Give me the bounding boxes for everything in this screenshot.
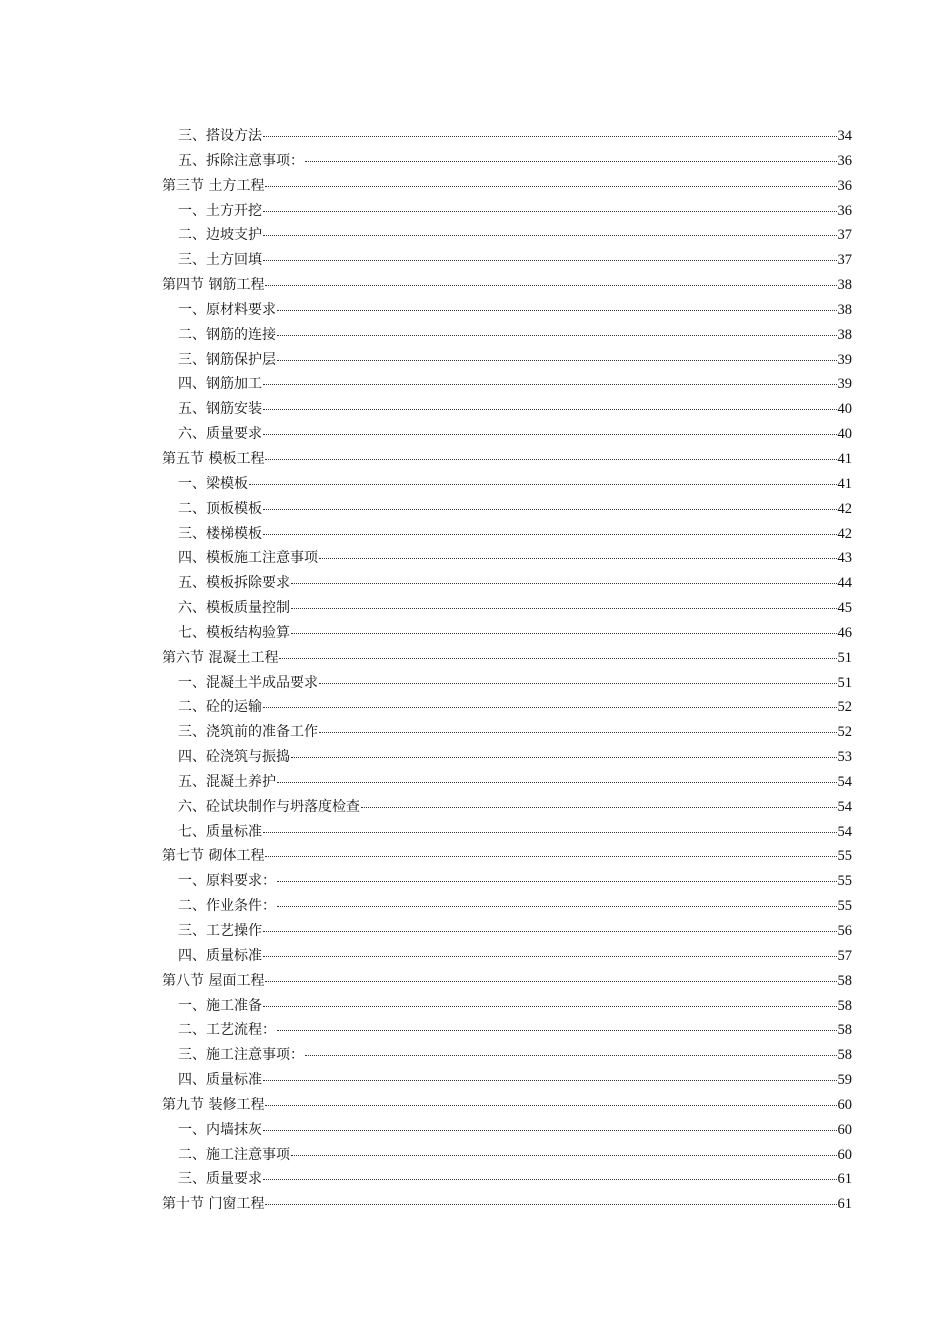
toc-page-number: 36: [837, 152, 852, 169]
toc-subsection-entry[interactable]: [162, 994, 852, 1019]
toc-page-number: 61: [837, 1171, 852, 1188]
toc-entry-title: 第八节 屋面工程: [162, 972, 265, 989]
toc-page-number: 52: [837, 724, 852, 741]
toc-entry-title: 三、浇筑前的准备工作: [178, 724, 318, 741]
toc-page-number: 58: [837, 1047, 852, 1064]
toc-subsection-entry[interactable]: [162, 199, 852, 224]
toc-page-number: 36: [837, 177, 852, 194]
dot-leader: [277, 906, 837, 907]
dot-leader: [319, 683, 837, 684]
toc-entry-title: 四、质量标准: [178, 947, 262, 964]
toc-entry-title: 三、土方回填: [178, 252, 262, 269]
dot-leader: [263, 1179, 837, 1180]
toc-entry-title: 一、施工准备: [178, 997, 262, 1014]
toc-page-number: 38: [837, 301, 852, 318]
toc-entry-title: 二、钢筋的连接: [178, 326, 276, 343]
dot-leader: [305, 161, 837, 162]
toc-entry-title: 二、作业条件：: [178, 898, 276, 915]
toc-page-number: 37: [837, 227, 852, 244]
toc-subsection-entry[interactable]: [162, 869, 852, 894]
toc-page-number: 45: [837, 600, 852, 617]
toc-subsection-entry[interactable]: [162, 745, 852, 770]
toc-subsection-entry[interactable]: [162, 323, 852, 348]
toc-subsection-entry[interactable]: [162, 497, 852, 522]
toc-page-number: 54: [837, 773, 852, 790]
toc-entry-title: 一、原料要求：: [178, 873, 276, 890]
toc-subsection-entry[interactable]: [162, 1018, 852, 1043]
toc-entry-title: 四、模板施工注意事项: [178, 550, 318, 567]
toc-entry-title: 一、土方开挖: [178, 202, 262, 219]
toc-entry-title: 第九节 装修工程: [162, 1096, 265, 1113]
toc-entry-title: 二、砼的运输: [178, 699, 262, 716]
toc-entry-title: 四、砼浇筑与振捣: [178, 749, 290, 766]
dot-leader: [361, 807, 837, 808]
toc-page-number: 40: [837, 401, 852, 418]
toc-page-number: 41: [837, 475, 852, 492]
dot-leader: [319, 558, 837, 559]
toc-entry-title: 五、混凝土养护: [178, 773, 276, 790]
toc-subsection-entry[interactable]: [162, 1118, 852, 1143]
toc-page-number: 57: [837, 947, 852, 964]
dot-leader: [263, 832, 837, 833]
toc-subsection-entry[interactable]: [162, 596, 852, 621]
toc-entry-title: 五、拆除注意事项：: [178, 152, 304, 169]
toc-subsection-entry[interactable]: [162, 298, 852, 323]
toc-entry-title: 七、模板结构验算: [178, 624, 290, 641]
toc-subsection-entry[interactable]: [162, 1143, 852, 1168]
toc-page-number: 46: [837, 624, 852, 641]
toc-subsection-entry[interactable]: [162, 546, 852, 571]
toc-subsection-entry[interactable]: [162, 571, 852, 596]
toc-entry-title: 第五节 模板工程: [162, 450, 265, 467]
dot-leader: [277, 1030, 837, 1031]
toc-entry-title: 第十节 门窗工程: [162, 1196, 265, 1213]
toc-page-number: 42: [837, 525, 852, 542]
dot-leader: [279, 658, 836, 659]
toc-page-number: 36: [837, 202, 852, 219]
toc-page-number: 60: [837, 1146, 852, 1163]
toc-section-entry[interactable]: [162, 646, 852, 671]
dot-leader: [265, 1204, 836, 1205]
toc-entry-title: 三、施工注意事项：: [178, 1047, 304, 1064]
toc-page-number: 60: [837, 1121, 852, 1138]
dot-leader: [277, 310, 837, 311]
dot-leader: [265, 856, 836, 857]
dot-leader: [277, 360, 837, 361]
toc-subsection-entry[interactable]: [162, 621, 852, 646]
dot-leader: [319, 732, 837, 733]
toc-page-number: 38: [837, 277, 852, 294]
dot-leader: [277, 881, 837, 882]
dot-leader: [263, 931, 837, 932]
toc-page-number: 61: [837, 1196, 852, 1213]
toc-page-number: 51: [837, 674, 852, 691]
toc-entry-title: 三、钢筋保护层: [178, 351, 276, 368]
toc-page-number: 54: [837, 823, 852, 840]
toc-entry-title: 六、模板质量控制: [178, 600, 290, 617]
toc-subsection-entry[interactable]: [162, 894, 852, 919]
dot-leader: [263, 1080, 837, 1081]
toc-entry-title: 四、质量标准: [178, 1072, 262, 1089]
toc-section-entry[interactable]: [162, 273, 852, 298]
dot-leader: [291, 608, 837, 609]
toc-subsection-entry[interactable]: [162, 422, 852, 447]
toc-entry-title: 五、模板拆除要求: [178, 575, 290, 592]
dot-leader: [263, 136, 837, 137]
toc-page-number: 58: [837, 972, 852, 989]
toc-page-number: 55: [837, 873, 852, 890]
toc-entry-title: 二、施工注意事项: [178, 1146, 290, 1163]
toc-subsection-entry[interactable]: [162, 720, 852, 745]
toc-subsection-entry[interactable]: [162, 397, 852, 422]
toc-page-number: 53: [837, 749, 852, 766]
toc-subsection-entry[interactable]: [162, 372, 852, 397]
toc-entry-title: 一、混凝土半成品要求: [178, 674, 318, 691]
toc-subsection-entry[interactable]: [162, 919, 852, 944]
toc-entry-title: 三、质量要求: [178, 1171, 262, 1188]
dot-leader: [291, 633, 837, 634]
toc-page-number: 54: [837, 798, 852, 815]
toc-page-number: 38: [837, 326, 852, 343]
toc-page-number: 44: [837, 575, 852, 592]
dot-leader: [277, 335, 837, 336]
toc-subsection-entry[interactable]: [162, 944, 852, 969]
toc-section-entry[interactable]: [162, 1192, 852, 1217]
toc-entry-title: 第四节 钢筋工程: [162, 277, 265, 294]
toc-page-number: 34: [837, 128, 852, 144]
toc-entry-title: 二、边坡支护: [178, 227, 262, 244]
toc-entry-title: 一、内墙抹灰: [178, 1121, 262, 1138]
toc-entry-title: 一、梁模板: [178, 475, 248, 492]
toc-entry-title: 第三节 土方工程: [162, 177, 265, 194]
toc-section-entry[interactable]: [162, 447, 852, 472]
toc-subsection-entry[interactable]: [162, 348, 852, 373]
toc-entry-title: 一、原材料要求: [178, 301, 276, 318]
dot-leader: [263, 384, 837, 385]
toc-subsection-entry[interactable]: [162, 820, 852, 845]
dot-leader: [263, 534, 837, 535]
toc-subsection-entry[interactable]: [162, 795, 852, 820]
toc-entry-title: 三、搭设方法: [178, 128, 262, 144]
toc-subsection-entry[interactable]: [162, 223, 852, 248]
dot-leader: [291, 583, 837, 584]
toc-subsection-entry[interactable]: [162, 472, 852, 497]
toc-entry-title: 六、质量要求: [178, 426, 262, 443]
toc-subsection-entry[interactable]: [162, 1043, 852, 1068]
toc-page-number: 51: [837, 649, 852, 666]
toc-page-number: 42: [837, 500, 852, 517]
toc-entry-title: 五、钢筋安装: [178, 401, 262, 418]
dot-leader: [305, 1055, 837, 1056]
dot-leader: [277, 782, 837, 783]
dot-leader: [265, 186, 836, 187]
dot-leader: [263, 509, 837, 510]
dot-leader: [291, 1155, 837, 1156]
toc-entry-title: 二、工艺流程：: [178, 1022, 276, 1039]
dot-leader: [263, 1130, 837, 1131]
toc-page-number: 55: [837, 898, 852, 915]
toc-section-entry[interactable]: [162, 174, 852, 199]
toc-entry-title: 七、质量标准: [178, 823, 262, 840]
toc-page-number: 37: [837, 252, 852, 269]
dot-leader: [263, 409, 837, 410]
toc-page-number: 39: [837, 351, 852, 368]
toc-subsection-entry[interactable]: [162, 770, 852, 795]
toc-subsection-entry[interactable]: [162, 1167, 852, 1192]
toc-page-number: 56: [837, 923, 852, 939]
toc-subsection-entry[interactable]: [162, 1068, 852, 1093]
toc-page-number: 40: [837, 426, 852, 443]
toc-section-entry[interactable]: [162, 969, 852, 994]
toc-page-number: 58: [837, 997, 852, 1014]
toc-entry-title: 六、砼试块制作与坍落度检查: [178, 798, 360, 815]
dot-leader: [265, 285, 836, 286]
toc-page-number: 59: [837, 1072, 852, 1089]
dot-leader: [263, 211, 837, 212]
toc-subsection-entry[interactable]: [162, 124, 852, 149]
table-of-contents: [162, 124, 852, 1217]
toc-page-number: 41: [837, 450, 852, 467]
dot-leader: [291, 757, 837, 758]
toc-entry-title: 四、钢筋加工: [178, 376, 262, 393]
dot-leader: [263, 956, 837, 957]
dot-leader: [263, 260, 837, 261]
toc-page-number: 60: [837, 1096, 852, 1113]
toc-page-number: 43: [837, 550, 852, 567]
dot-leader: [265, 981, 836, 982]
toc-section-entry[interactable]: [162, 844, 852, 869]
toc-page-number: 39: [837, 376, 852, 393]
toc-subsection-entry[interactable]: [162, 248, 852, 273]
toc-entry-title: 三、工艺操作: [178, 923, 262, 939]
toc-entry-title: 第六节 混凝土工程: [162, 649, 279, 666]
dot-leader: [265, 1105, 836, 1106]
toc-entry-title: 二、顶板模板: [178, 500, 262, 517]
toc-section-entry[interactable]: [162, 1093, 852, 1118]
dot-leader: [263, 235, 837, 236]
toc-page-number: 58: [837, 1022, 852, 1039]
dot-leader: [265, 459, 836, 460]
dot-leader: [263, 1006, 837, 1007]
toc-subsection-entry[interactable]: [162, 671, 852, 696]
toc-entry-title: 第七节 砌体工程: [162, 848, 265, 865]
toc-page-number: 52: [837, 699, 852, 716]
toc-subsection-entry[interactable]: [162, 149, 852, 174]
toc-subsection-entry[interactable]: [162, 522, 852, 547]
toc-entry-title: 三、楼梯模板: [178, 525, 262, 542]
dot-leader: [249, 484, 837, 485]
dot-leader: [263, 707, 837, 708]
toc-subsection-entry[interactable]: [162, 695, 852, 720]
toc-page-number: 55: [837, 848, 852, 865]
dot-leader: [263, 434, 837, 435]
